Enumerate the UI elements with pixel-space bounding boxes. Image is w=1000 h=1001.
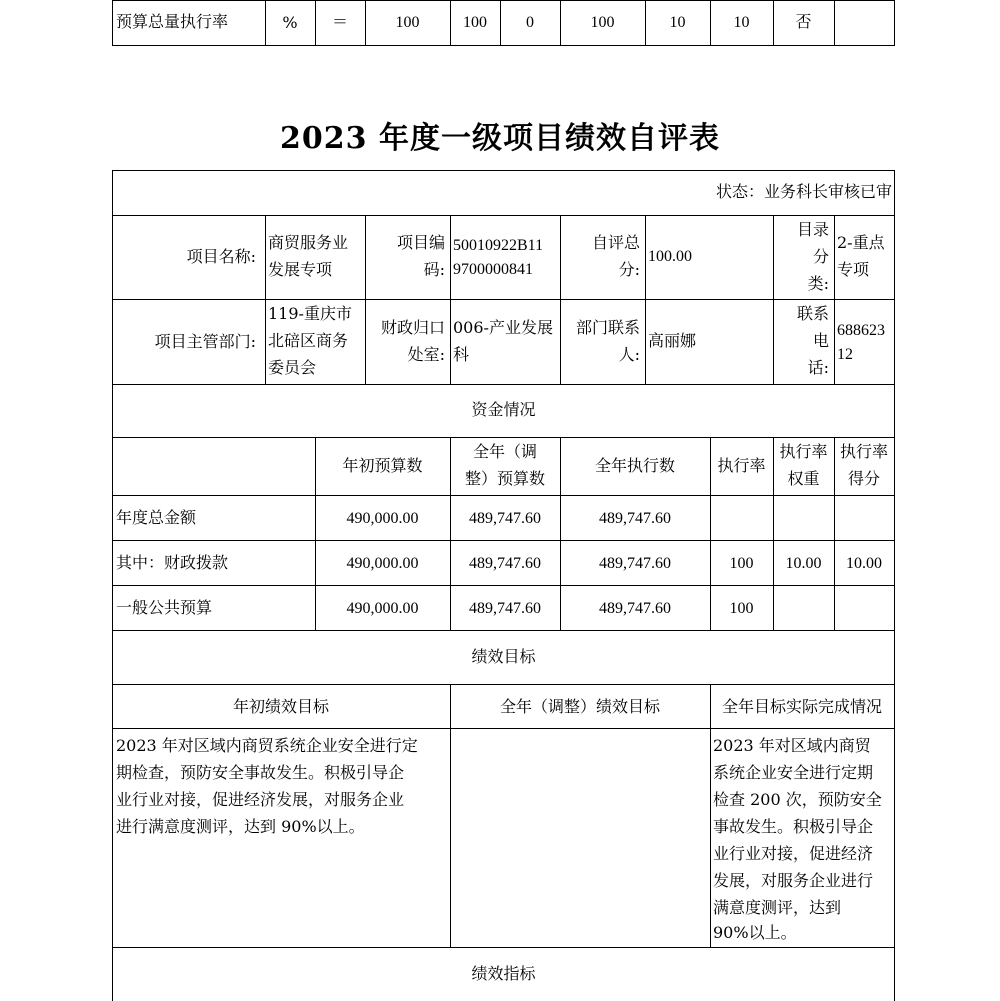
goals-initial-line: 2023 年对区域内商贸系统企业安全进行定 xyxy=(116,736,418,755)
goals-actual-line: 检查 200 次，预防安全 xyxy=(713,790,882,809)
finance-office-label-line1: 财政归口 xyxy=(380,318,445,337)
funds-header-score-line2: 得分 xyxy=(847,469,880,488)
funds-row-adjusted: 489,747.60 xyxy=(469,600,541,617)
dept-label: 项目主管部门: xyxy=(154,332,256,351)
top-row-value-3: 0 xyxy=(526,14,534,31)
self-score-label-line2: 分: xyxy=(618,260,640,279)
funds-row-executed: 489,747.60 xyxy=(599,600,671,617)
funds-header-rate: 执行率 xyxy=(717,456,766,475)
goals-col-initial: 年初绩效目标 xyxy=(232,697,329,716)
dept-value-line3: 委员会 xyxy=(268,358,317,377)
phone-label-line3: 话: xyxy=(807,358,829,377)
project-code-value-line1: 50010922B11 xyxy=(453,237,544,254)
dept-value-line1: 119-重庆市 xyxy=(268,304,352,323)
finance-office-value-line2: 科 xyxy=(453,345,470,364)
funds-row-label: 年度总金额 xyxy=(116,508,197,527)
status-text: 状态：业务科长审核已审 xyxy=(715,182,892,201)
funds-row-initial: 490,000.00 xyxy=(346,510,419,527)
catalog-label-line2: 分 xyxy=(812,247,829,266)
top-row-value-2: 100 xyxy=(463,14,487,31)
phone-value-line1: 688623 xyxy=(837,322,885,339)
top-row-operator: ＝ xyxy=(331,12,348,31)
project-code-value-line2: 9700000841 xyxy=(453,261,533,278)
funds-header-executed: 全年执行数 xyxy=(594,456,675,475)
top-row-value-7: 否 xyxy=(795,12,812,31)
top-row-label: 预算总量执行率 xyxy=(116,12,229,31)
top-row-value-4: 100 xyxy=(590,14,615,31)
goals-initial-line: 进行满意度测评，达到 90%以上。 xyxy=(116,817,365,836)
catalog-label-line3: 类: xyxy=(807,274,829,293)
catalog-value-line2: 专项 xyxy=(837,260,870,279)
phone-value-line2: 12 xyxy=(837,346,853,363)
self-score-label-line1: 自评总 xyxy=(591,233,640,252)
dept-value-line2: 北碚区商务 xyxy=(268,331,349,350)
funds-row-label: 其中：财政拨款 xyxy=(116,553,229,572)
funds-row-label: 一般公共预算 xyxy=(116,598,213,617)
funds-row-weight: 10.00 xyxy=(785,555,822,572)
funds-header-adjusted-line2: 整）预算数 xyxy=(464,469,545,488)
project-code-label-line1: 项目编 xyxy=(396,233,445,252)
funds-row-score: 10.00 xyxy=(846,555,882,572)
goals-initial-line: 期检查，预防安全事故发生。积极引导企 xyxy=(116,763,405,782)
contact-label-line2: 人: xyxy=(618,345,640,364)
funds-row-executed: 489,747.60 xyxy=(599,555,671,572)
project-name-label: 项目名称: xyxy=(186,247,256,266)
goals-col-actual: 全年目标实际完成情况 xyxy=(721,697,882,716)
funds-row-executed: 489,747.60 xyxy=(599,510,671,527)
project-code-label-line2: 码: xyxy=(423,260,445,279)
funds-section-title: 资金情况 xyxy=(471,400,536,419)
top-row-unit: % xyxy=(282,13,298,32)
project-name-value-line2: 发展专项 xyxy=(268,260,333,279)
catalog-label-line1: 目录 xyxy=(796,220,829,239)
funds-row-initial: 490,000.00 xyxy=(346,555,419,572)
goals-actual-line: 系统企业安全进行定期 xyxy=(713,763,874,782)
contact-value: 高丽娜 xyxy=(648,331,697,350)
top-row-value-6: 10 xyxy=(733,14,750,31)
goals-actual-line: 满意度测评，达到 xyxy=(713,898,842,917)
finance-office-value-line1: 006-产业发展 xyxy=(453,318,553,337)
funds-row-adjusted: 489,747.60 xyxy=(469,555,541,572)
funds-row-adjusted: 489,747.60 xyxy=(469,510,541,527)
funds-header-score-line1: 执行率 xyxy=(839,442,888,461)
project-name-value-line1: 商贸服务业 xyxy=(268,233,349,252)
goals-actual-line: 业行业对接，促进经济 xyxy=(713,844,874,863)
funds-header-initial: 年初预算数 xyxy=(342,456,423,475)
funds-header-adjusted-line1: 全年（调 xyxy=(472,442,537,461)
goals-col-adjusted: 全年（调整）绩效目标 xyxy=(499,697,660,716)
funds-header-weight-line1: 执行率 xyxy=(779,442,828,461)
contact-label-line1: 部门联系 xyxy=(575,318,640,337)
self-score-value: 100.00 xyxy=(648,248,692,265)
top-row-value-5: 10 xyxy=(669,14,686,31)
top-row-value-1: 100 xyxy=(395,14,420,31)
phone-label-line2: 电 xyxy=(812,331,829,350)
funds-row-rate: 100 xyxy=(729,555,754,572)
goals-actual-line: 2023 年对区域内商贸 xyxy=(713,736,871,755)
funds-row-rate: 100 xyxy=(729,600,754,617)
phone-label-line1: 联系 xyxy=(796,304,829,323)
goals-actual-line: 发展，对服务企业进行 xyxy=(713,871,874,890)
page-title: 2023 年度一级项目绩效自评表 xyxy=(280,121,720,156)
funds-row-initial: 490,000.00 xyxy=(346,600,419,617)
indicators-section-title: 绩效指标 xyxy=(471,964,536,983)
finance-office-label-line2: 处室: xyxy=(407,345,445,364)
goals-actual-line: 90%以上。 xyxy=(713,923,797,942)
funds-header-weight-line2: 权重 xyxy=(787,469,820,488)
catalog-value-line1: 2-重点 xyxy=(837,233,885,252)
goals-initial-line: 业行业对接，促进经济发展，对服务企业 xyxy=(116,790,405,809)
goals-actual-line: 事故发生。积极引导企 xyxy=(713,817,874,836)
goals-section-title: 绩效目标 xyxy=(471,647,536,666)
